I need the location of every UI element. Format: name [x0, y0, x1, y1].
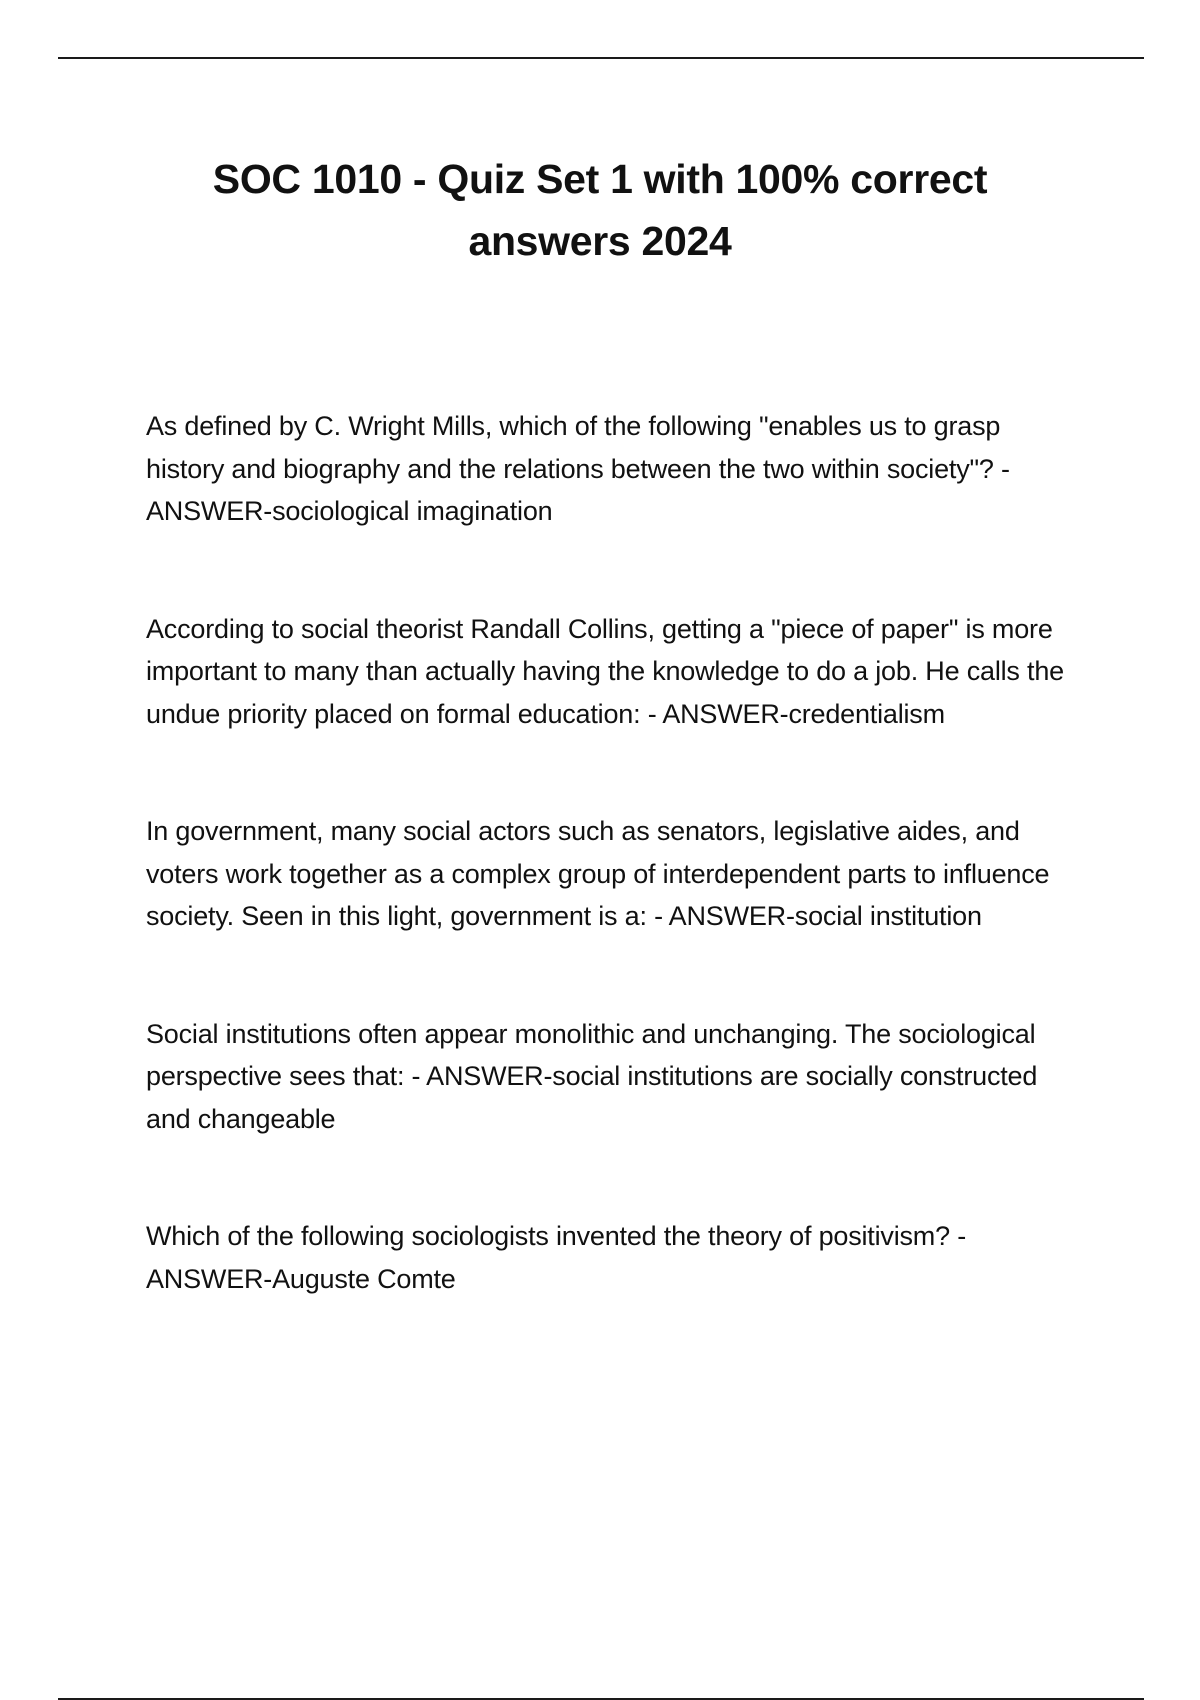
qa-item — [146, 608, 1066, 736]
answer-text: Auguste Comte — [272, 1263, 456, 1294]
answer-text: credentialism — [788, 698, 945, 729]
question-text: According to social theorist Randall Collins, getting a "piece of paper" is more important to many than actually having the knowledge to do a job. He calls the undue priority placed on formal education: — [146, 613, 1064, 729]
qa-item — [146, 405, 1066, 533]
question-text: Social institutions often appear monolithic and unchanging. The sociological perspective sees that: — [146, 1018, 1036, 1091]
answer-prefix: - ANSWER- — [146, 453, 1010, 526]
question-text: Which of the following sociologists invented the theory of positivism? — [146, 1221, 950, 1251]
answer-text: social institutions are socially constructed and changeable — [146, 1061, 1038, 1134]
answer-text: social institution — [794, 901, 982, 931]
answer-prefix: - ANSWER- — [146, 1221, 967, 1294]
document-title: SOC 1010 - Quiz Set 1 with 100% correct answers 2024 — [212, 156, 988, 264]
question-text: As defined by C. Wright Mills, which of the following "enables us to grasp history and biography and the relations between the two within society"? — [146, 411, 1001, 484]
answer-prefix: - ANSWER- — [404, 1061, 553, 1091]
answer-prefix: - ANSWER- — [646, 901, 795, 931]
question-text: In government, many social actors such as senators, legislative aides, and voters work together as a complex group of interdependent parts to influence society. Seen in this light, government is a: — [146, 816, 1050, 931]
qa-item — [146, 1215, 1066, 1300]
qa-item — [146, 810, 1066, 938]
qa-item — [146, 1013, 1066, 1141]
question-list — [146, 405, 1066, 1300]
answer-text: sociological imagination — [272, 496, 553, 526]
answer-prefix: - ANSWER- — [640, 698, 789, 729]
top-rule — [58, 57, 1144, 59]
